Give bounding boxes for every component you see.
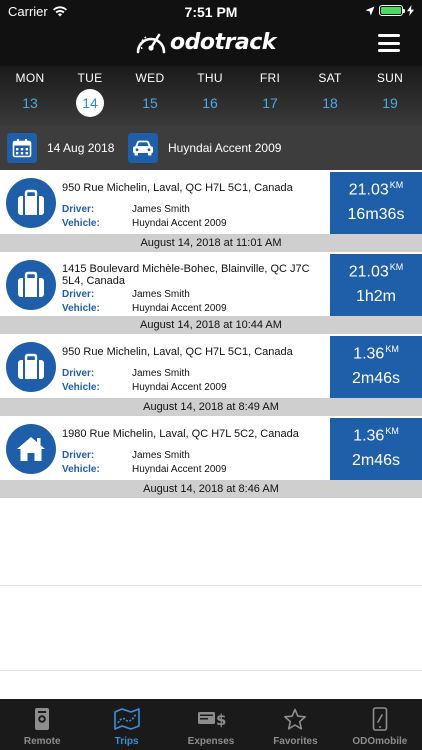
trip-type-badge: [6, 342, 56, 392]
status-time: 7:51 PM: [184, 4, 238, 20]
driver-value: James Smith: [132, 450, 190, 461]
day-name: FRI: [259, 71, 281, 85]
svg-text:$: $: [216, 711, 227, 729]
day-sat[interactable]: [300, 66, 360, 126]
driver-label: Driver:: [62, 368, 95, 379]
distance-value: 21.03: [348, 263, 389, 281]
day-number: 17: [262, 95, 278, 111]
tab-label: Expenses: [187, 736, 235, 747]
trip-address: 1980 Rue Michelin, Laval, QC H7L 5C2, Canada: [62, 428, 299, 440]
day-number: 16: [202, 95, 218, 111]
briefcase-icon: [16, 189, 46, 217]
trip-row[interactable]: [0, 254, 422, 316]
vehicle-label: Vehicle:: [62, 218, 100, 229]
tab-odomobile[interactable]: [338, 699, 422, 750]
trip-distance: [330, 426, 422, 445]
vehicle-value: Huyndai Accent 2009: [132, 382, 227, 393]
trip-type-badge: [6, 260, 56, 310]
day-name: MON: [15, 71, 45, 85]
tab-favorites[interactable]: [253, 699, 337, 750]
day-sun[interactable]: [360, 66, 420, 126]
trip-metrics: [330, 254, 422, 316]
star-icon: [283, 708, 307, 731]
hamburger-menu-button[interactable]: [378, 34, 400, 52]
trip-item[interactable]: [0, 172, 422, 252]
trip-duration: 2m46s: [351, 370, 401, 387]
calendar-icon: [12, 138, 32, 158]
app-header: [0, 22, 422, 66]
trip-list: [0, 172, 422, 500]
distance-value: 21.03: [348, 181, 389, 199]
day-number: 14: [76, 89, 104, 117]
trip-address: 950 Rue Michelin, Laval, QC H7L 5C1, Canada: [62, 182, 293, 194]
trip-metrics: [330, 172, 422, 234]
trip-metrics: [330, 336, 422, 398]
vehicle-value: Huyndai Accent 2009: [132, 464, 227, 475]
summary-bar: [0, 126, 422, 170]
selected-vehicle: Huyndai Accent 2009: [168, 141, 282, 155]
distance-unit: KM: [389, 262, 404, 272]
trip-duration: 16m36s: [347, 206, 405, 223]
day-wed[interactable]: [120, 66, 180, 126]
day-number: 19: [382, 95, 398, 111]
trip-distance: [330, 180, 422, 199]
menu-line: [378, 34, 400, 37]
vehicle-button[interactable]: [128, 133, 158, 163]
distance-unit: KM: [385, 426, 399, 436]
remote-icon: [34, 707, 50, 731]
trip-address: 950 Rue Michelin, Laval, QC H7L 5C1, Canada: [62, 346, 293, 358]
tab-trips[interactable]: [84, 699, 168, 750]
distance-value: 1.36: [353, 345, 385, 363]
speedometer-logo-icon: [134, 26, 168, 58]
day-name: WED: [135, 71, 165, 85]
tab-expenses[interactable]: [169, 699, 253, 750]
trip-duration: 2m46s: [351, 452, 401, 469]
trip-item[interactable]: [0, 336, 422, 416]
driver-label: Driver:: [62, 289, 95, 300]
trip-row[interactable]: [0, 172, 422, 234]
car-icon: [132, 139, 154, 157]
tab-label: Remote: [23, 736, 61, 747]
vehicle-label: Vehicle:: [62, 382, 100, 393]
driver-label: Driver:: [62, 450, 95, 461]
trip-type-badge: [6, 424, 56, 474]
briefcase-icon: [16, 271, 46, 299]
list-divider: [0, 585, 422, 586]
vehicle-label: Vehicle:: [62, 303, 100, 314]
distance-value: 1.36: [353, 427, 385, 445]
day-name: THU: [197, 71, 223, 85]
home-icon: [16, 435, 46, 463]
week-day-selector: [0, 66, 422, 126]
trip-item[interactable]: [0, 418, 422, 498]
trip-row[interactable]: [0, 418, 422, 480]
trip-date: August 14, 2018 at 8:49 AM: [0, 398, 422, 416]
day-number: 18: [322, 95, 338, 111]
driver-value: James Smith: [132, 204, 190, 215]
logo-text: odotrack: [170, 29, 276, 55]
vehicle-value: Huyndai Accent 2009: [132, 218, 227, 229]
trip-date: August 14, 2018 at 8:46 AM: [0, 480, 422, 498]
distance-unit: KM: [385, 344, 399, 354]
briefcase-icon: [16, 353, 46, 381]
app-logo: [134, 26, 276, 58]
day-name: SUN: [376, 71, 404, 85]
day-mon[interactable]: [0, 66, 60, 126]
trip-row[interactable]: [0, 336, 422, 398]
trip-type-badge: [6, 178, 56, 228]
vehicle-value: Huyndai Accent 2009: [132, 303, 227, 314]
trip-duration: 1h2m: [355, 288, 397, 305]
driver-value: James Smith: [132, 289, 190, 300]
trip-address: 1415 Boulevard Michèle-Bohec, Blainville, QC J7C 5L4, Canada: [62, 263, 310, 287]
phone-icon: [372, 707, 388, 731]
day-number: 15: [142, 95, 158, 111]
calendar-button[interactable]: [7, 133, 37, 163]
trip-item[interactable]: [0, 254, 422, 334]
day-number: 13: [22, 95, 38, 111]
trip-metrics: [330, 418, 422, 480]
list-divider: [0, 670, 422, 671]
trip-date: August 14, 2018 at 11:01 AM: [0, 234, 422, 252]
tab-label: ODOmobile: [352, 736, 408, 747]
menu-line: [378, 49, 400, 52]
tab-bar: [0, 699, 422, 750]
day-name: TUE: [77, 71, 103, 85]
charging-bolt-icon: [407, 5, 414, 16]
day-fri[interactable]: [240, 66, 300, 126]
battery-icon: [379, 5, 403, 16]
day-thu[interactable]: [180, 66, 240, 126]
selected-date: 14 Aug 2018: [47, 141, 115, 155]
menu-line: [378, 42, 400, 45]
trip-distance: [330, 344, 422, 363]
distance-unit: KM: [389, 180, 404, 190]
vehicle-label: Vehicle:: [62, 464, 100, 475]
status-bar: [0, 0, 422, 22]
driver-value: James Smith: [132, 368, 190, 379]
carrier-label: Carrier: [8, 4, 48, 19]
day-tue-selected[interactable]: [60, 66, 120, 126]
money-icon: [197, 709, 225, 729]
driver-label: Driver:: [62, 204, 95, 215]
day-name: SAT: [318, 71, 342, 85]
location-arrow-icon: [365, 6, 375, 16]
tab-label: Favorites: [273, 736, 318, 747]
trip-date: August 14, 2018 at 10:44 AM: [0, 316, 422, 334]
map-icon: [114, 708, 140, 730]
trip-distance: [330, 262, 422, 281]
tab-remote[interactable]: [0, 699, 84, 750]
tab-label: Trips: [114, 736, 139, 747]
